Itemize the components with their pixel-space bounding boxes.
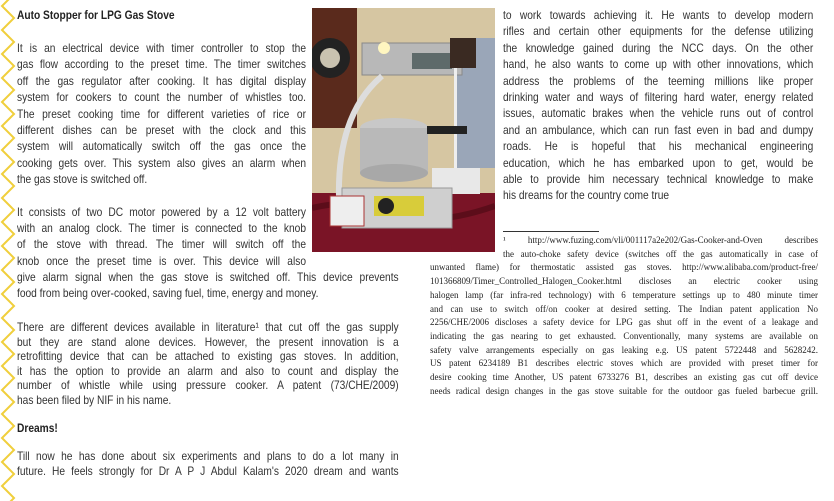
text-line: with an analog clock. The timer is connected to the knob [17,221,306,236]
text-line: has been filed by NIF in his name. [17,392,172,407]
text-line: the auto-choke safety device (switches off the gas automatically in case of [503,248,818,259]
text-line: different dishes can be preset with the clock and this [17,123,306,138]
section-title: Auto Stopper for LPG Gas Stove [17,8,175,22]
text-line: drinking water and ways of filtering hard water, energy related [503,90,814,105]
device-photo [312,8,495,252]
text-line: able to provide him necessary technical knowledge to make [503,172,814,187]
text-line: the knowledge gained during the NCC days. On the other [503,40,814,55]
text-line: halogen lamp (far infra-red technology) with 6 temperature settings up to 480 minute timer [430,289,818,300]
text-line: There are different devices available in literature¹ that cut off the gas supply [17,320,399,334]
text-line: to work towards achieving it. He wants to develop modern [503,8,814,22]
text-line: issues, automatic brakes when the vehicle runs out of control [503,106,814,121]
text-line: and can use to switch off/on cooker at desired setting. The Indian patent application No [430,303,818,314]
text-line: retrofitting device that can be attached to existing gas stoves. In addition, [17,349,399,363]
text-line: needs radical design changes in the gas stove suitable for the outdoor gas fueled barbecue grill. [430,385,818,396]
text-line: address the problems of the teeming millions like proper [503,73,814,88]
footnote-divider [503,231,599,232]
text-line: safety valve arrangements especially on gas leaking e.g. US patent 5722448 and 5628242. [430,344,818,355]
text-line: but they are stand alone devices. However, the present innovation is a [17,334,399,349]
text-line: indicating the gas nearing to get exhausted. Conventionally, many systems are available on [430,330,818,341]
paragraph-prior-art [17,320,399,407]
dreams-heading: Dreams! [17,421,58,435]
text-line: 2256/CHE/2006 discloses a safety device for LPG gas shut off in the event of a leakage and [430,317,818,328]
text-line: hand, he also wants to come up with other innovations, which [503,57,814,72]
footnote [430,234,818,398]
paragraph-dreams [17,449,399,478]
text-line: It is an electrical device with timer controller to stop the [17,41,306,55]
text-line: the gas stove is switched off. [17,172,148,187]
text-line: food from being over-cooked, saving fuel, time, energy and money. [17,286,319,301]
text-line: future. He feels strongly for Dr A P J Abdul Kalam's 2020 dream and wants [17,463,399,478]
text-line: give alarm signal when the gas stove is switched off. This device prevents [17,269,399,284]
text-line: Till now he has done about six experiments and plans to do a lot many in [17,449,399,463]
text-line: education, which he has embarked upon to get, would be [503,155,814,170]
text-line: rifles and certain other equipments for the defense utilizing [503,24,814,39]
paragraph-description [17,40,306,188]
text-line: ¹ http://www.fuzing.com/vli/001117a2e202/Gas-Cooker-and-Oven describes [503,235,818,245]
text-line: The preset cooking time for different varieties of rice or [17,106,306,121]
text-line: it has the option to provide an alarm and also to count and display the [17,363,399,378]
text-line: desire cooking time Another, US patent 6733276 B1, describes an existing gas cut off device [430,372,818,383]
text-line: system for cookers to count the number of whistles too. [17,90,306,105]
zigzag-line [2,0,14,501]
text-line: unwanted flame) for thermostatic assisted gas stoves. http://www.alibaba.com/product-free/ [430,262,818,273]
text-line: cooking gets over. This system also gives an alarm when [17,155,306,170]
text-line: roads. He is hopeful that his mechanical engineering [503,139,814,154]
text-line: of the stove with thread. The timer will switch off the [17,237,306,252]
text-line: number of whistle while using pressure cooker. A patent (73/CHE/2009) [17,378,399,392]
text-line: system will automatically switch off the gas once the [17,139,306,154]
text-line: US patent 6234189 B1 describes electric stoves which are provided with preset timer for [430,358,818,369]
text-line: his dreams for the country come true [503,188,670,203]
text-line: knob once the preset time is over. This device will also [17,253,306,268]
text-line: 101366809/Timer_Controlled_Halogen_Cooker.html discloses an electric cooker using [430,276,818,287]
text-line: and an ambulance, which can run fast even in bad and dumpy [503,122,814,137]
text-line: off the gas regulator after cooking. It has digital display [17,73,306,88]
text-line: gas flow according to the preset time. The timer switches [17,57,306,72]
text-line: It consists of two DC motor powered by a 12 volt battery [17,205,306,219]
paragraph-aspirations [503,7,813,204]
zigzag-border [0,0,18,501]
